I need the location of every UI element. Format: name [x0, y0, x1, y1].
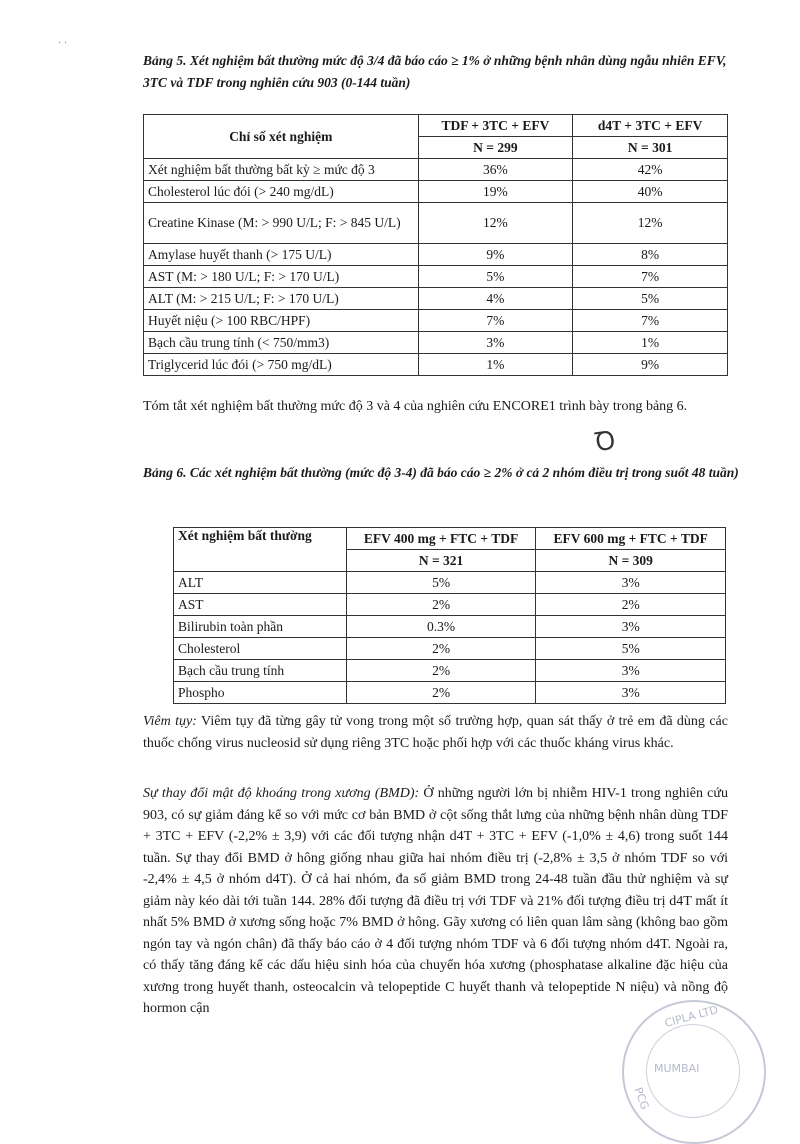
table5-row-value2: 12%	[573, 203, 728, 244]
table-row	[144, 203, 728, 244]
table6-row-value1: 2%	[346, 660, 536, 682]
table6-n1: N = 321	[346, 550, 536, 572]
table6-row-label: Bạch cầu trung tính	[174, 660, 347, 682]
table-row	[174, 682, 726, 704]
table6-row-value1: 2%	[346, 682, 536, 704]
table5-group2-header: d4T + 3TC + EFV	[573, 115, 728, 137]
table-row	[144, 266, 728, 288]
table6-group2-header: EFV 600 mg + FTC + TDF	[536, 528, 726, 550]
table6-group1-header: EFV 400 mg + FTC + TDF	[346, 528, 536, 550]
table6-row-value1: 0.3%	[346, 616, 536, 638]
bmd-paragraph	[143, 783, 728, 1020]
table6-row-value2: 2%	[536, 594, 726, 616]
table5-n1: N = 299	[418, 137, 573, 159]
table5	[143, 114, 728, 376]
stamp-side-text: PCG	[631, 1085, 652, 1112]
table6-row-value1: 5%	[346, 572, 536, 594]
table5-n2: N = 301	[573, 137, 728, 159]
summary-paragraph: Tóm tắt xét nghiệm bất thường mức độ 3 và 4 của nghiên cứu ENCORE1 trình bày trong bảng 6.	[143, 399, 688, 414]
table5-row-value1: 19%	[418, 181, 573, 203]
table5-row-label: AST (M: > 180 U/L; F: > 170 U/L)	[144, 266, 419, 288]
table5-row-value1: 3%	[418, 332, 573, 354]
table6-row-value1: 2%	[346, 638, 536, 660]
table6-row-value1: 2%	[346, 594, 536, 616]
table5-row-value1: 7%	[418, 310, 573, 332]
pancreatitis-paragraph	[143, 711, 728, 754]
table5-row-value2: 5%	[573, 288, 728, 310]
table5-row-label: Huyết niệu (> 100 RBC/HPF)	[144, 310, 419, 332]
table5-row-value2: 7%	[573, 266, 728, 288]
table6-row-value2: 3%	[536, 682, 726, 704]
table-row	[174, 616, 726, 638]
table5-row-label: ALT (M: > 215 U/L; F: > 170 U/L)	[144, 288, 419, 310]
table6-header-row	[174, 528, 726, 550]
bmd-text: Ở những người lớn bị nhiễm HIV-1 trong nghiên cứu 903, có sự giảm đáng kể so với mức cơ bản BMD ở cột sống thắt lưng của những bệnh nhân dùng TDF + 3TC + EFV (-2,2% ± 3,9) với các đối tượng nhận d4T + 3TC + EFV (-1,0% ± 4,6) trong suốt 144 tuần. Sự thay đổi BMD ở hông giống nhau giữa hai nhóm điều trị (-2,8% ± 3,5 ở nhóm TDF so với -2,4% ± 4,5 ở nhóm d4T). Ở cả hai nhóm, đa số giảm BMD trong 24-48 tuần đầu thử nghiệm và sự giảm này kéo dài tới tuần 144. 28% đối tượng đã điều trị với TDF và 21% đối tượng điều trị d4T mất ít nhất 5% BMD ở xương sống hoặc 7% BMD ở hông. Gãy xương có liên quan lâm sàng (không bao gồm ngón tay và ngón chân) đã thấy báo cáo ở 4 đối tượng nhóm TDF và 6 đối tượng nhóm d4T. Ngoài ra, có thấy tăng đáng kể các dấu hiệu sinh hóa của chuyển hóa xương (phosphatase alkaline đặc hiệu của xương trong huyết thanh, osteocalcin và telopeptide C huyết thanh và telopeptide N niệu) và nồng độ hormon cận	[143, 786, 728, 1016]
table5-param-header: Chỉ số xét nghiệm	[144, 115, 419, 159]
bmd-lead: Sự thay đổi mật độ khoáng trong xương (BMD):	[143, 786, 420, 801]
table5-row-label: Cholesterol lúc đói (> 240 mg/dL)	[144, 181, 419, 203]
table6-row-label: AST	[174, 594, 347, 616]
table6-param-header: Xét nghiệm bất thường	[174, 528, 347, 572]
table5-row-value2: 40%	[573, 181, 728, 203]
table-row	[144, 310, 728, 332]
table-row	[144, 159, 728, 181]
table5-row-value1: 1%	[418, 354, 573, 376]
table5-row-label: Xét nghiệm bất thường bất kỳ ≥ mức độ 3	[144, 159, 419, 181]
table5-row-value2: 9%	[573, 354, 728, 376]
table5-row-value2: 8%	[573, 244, 728, 266]
company-stamp	[622, 1000, 766, 1144]
table-row	[174, 594, 726, 616]
stamp-mid-text: MUMBAI	[654, 1062, 700, 1075]
pancreatitis-lead: Viêm tụy:	[143, 714, 197, 729]
table5-row-label: Triglycerid lúc đói (> 750 mg/dL)	[144, 354, 419, 376]
table5-row-value1: 9%	[418, 244, 573, 266]
table6-row-label: ALT	[174, 572, 347, 594]
table5-row-value1: 36%	[418, 159, 573, 181]
table5-group1-header: TDF + 3TC + EFV	[418, 115, 573, 137]
table6-row-label: Cholesterol	[174, 638, 347, 660]
table5-row-value1: 12%	[418, 203, 573, 244]
pancreatitis-text: Viêm tụy đã từng gây tử vong trong một số trường hợp, quan sát thấy ở trẻ em đã dùng các thuốc chống virus nucleosid sử dụng riêng 3TC hoặc phối hợp với các thuốc kháng virus khác.	[143, 714, 728, 751]
table-row	[144, 288, 728, 310]
table-row	[144, 181, 728, 203]
table5-row-value2: 42%	[573, 159, 728, 181]
table-row	[144, 354, 728, 376]
table-row	[174, 572, 726, 594]
table-row	[144, 332, 728, 354]
table5-row-label: Amylase huyết thanh (> 175 U/L)	[144, 244, 419, 266]
table6	[173, 527, 726, 704]
table-row	[144, 244, 728, 266]
table5-row-value1: 5%	[418, 266, 573, 288]
handwritten-mark: Ꝺ	[593, 425, 618, 459]
table-row	[174, 660, 726, 682]
table5-row-label: Bạch cầu trung tính (< 750/mm3)	[144, 332, 419, 354]
table5-row-value1: 4%	[418, 288, 573, 310]
table5-caption: Bảng 5. Xét nghiệm bất thường mức độ 3/4 đã báo cáo ≥ 1% ở những bệnh nhân dùng ngẫu nhiên EFV, 3TC và TDF trong nghiên cứu 903 (0-144 tuần)	[143, 53, 727, 90]
table6-row-value2: 3%	[536, 660, 726, 682]
table6-row-label: Bilirubin toàn phần	[174, 616, 347, 638]
stamp-top-text: CIPLA LTD	[663, 1003, 720, 1030]
table5-row-value2: 1%	[573, 332, 728, 354]
table5-header-row	[144, 115, 728, 137]
table6-row-value2: 5%	[536, 638, 726, 660]
table6-row-value2: 3%	[536, 616, 726, 638]
table5-row-label: Creatine Kinase (M: > 990 U/L; F: > 845 U/L)	[144, 203, 419, 244]
table6-caption: Bảng 6. Các xét nghiệm bất thường (mức độ 3-4) đã báo cáo ≥ 2% ở cả 2 nhóm điều trị trong suốt 48 tuần)	[143, 465, 739, 480]
table6-row-value2: 3%	[536, 572, 726, 594]
table6-row-label: Phospho	[174, 682, 347, 704]
table-row	[174, 638, 726, 660]
scan-speck: · ·	[58, 38, 68, 49]
table5-row-value2: 7%	[573, 310, 728, 332]
table6-n2: N = 309	[536, 550, 726, 572]
